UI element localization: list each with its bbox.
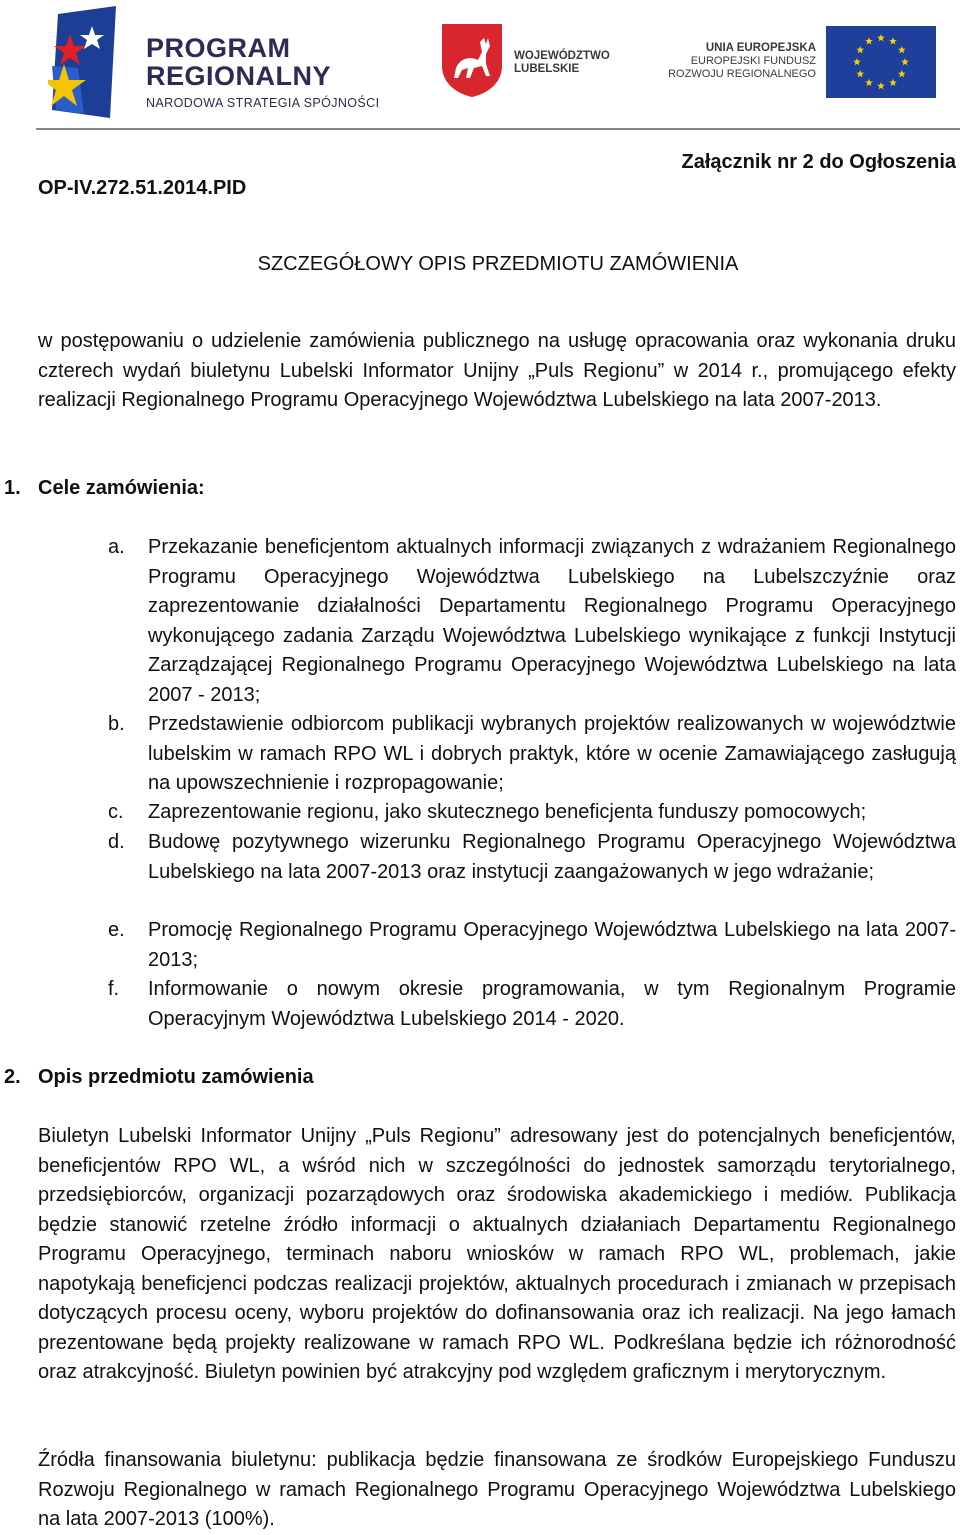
section-1-number: 1. [4,477,21,499]
coat-of-arms-icon [440,22,504,98]
list-item-letter: e. [108,919,125,941]
voivodeship-logo-line1: WOJEWÓDZTWO [514,50,610,62]
eu-logo-line3: ROZWOJU REGIONALNEGO [668,68,816,80]
intro-paragraph: w postępowaniu o udzielenie zamówienia publicznego na usługę opracowania oraz wykonania druku czterech wydań biuletynu Lubelski Informator Unijny „Puls Regionu” w 2014 r., promującego efekty realizacji Regionalnego Programu Operacyjnego Województwa Lubelskiego na lata 2007-2013. [38,330,956,411]
list-item: Budowę pozytywnego wizerunku Regionalnego Programu Operacyjnego Województwa Lubelskiego na lata 2007-2013 oraz instytucji zaangażowanych w jego wdrażanie; [148,831,956,883]
list-item: Zaprezentowanie regionu, jako skutecznego beneficjenta funduszy pomocowych; [148,801,867,823]
program-logo-line2: REGIONALNY [146,61,332,91]
star-flag-icon [48,6,148,118]
voivodeship-logo-line2: LUBELSKIE [514,63,580,75]
annex-label: Załącznik nr 2 do Ogłoszenia [681,151,956,173]
section-2-number: 2. [4,1066,21,1088]
list-item-letter: d. [108,831,125,853]
document-title: SZCZEGÓŁOWY OPIS PRZEDMIOTU ZAMÓWIENIA [257,253,739,275]
section-2-heading: Opis przedmiotu zamówienia [38,1066,314,1088]
reference-number: OP-IV.272.51.2014.PID [38,177,247,199]
list-item-letter: c. [108,801,124,823]
program-regionalny-logo [48,6,393,118]
list-item: Przedstawienie odbiorcom publikacji wybranych projektów realizowanych w województwie lubelskim w ramach RPO WL i dobrych praktyk, które w ocenie Zamawiającego zasługują na upowszechnienie i rozpropagowanie; [148,713,956,794]
eu-flag-icon [826,26,936,98]
eu-logo-line2: EUROPEJSKI FUNDUSZ [690,55,816,67]
list-item-letter: a. [108,536,125,558]
wojewodztwo-lubelskie-logo [440,22,620,102]
eu-logo-line1: UNIA EUROPEJSKA [705,42,816,54]
list-item-letter: f. [108,978,120,1000]
eu-fund-logo-text [658,42,816,81]
program-logo-line3: NARODOWA STRATEGIA SPÓJNOŚCI [146,96,380,110]
list-item: Przekazanie beneficjentom aktualnych informacji związanych z wdrażaniem Regionalnego Programu Operacyjnego Województwa Lubelskiego na Lubelszczyźnie oraz zaprezentowanie działalności Departamentu Regionalnego Programu Operacyjnego wykonującego zadania Zarządu Województwa Lubelskiego wynikające z funkcji Instytucji Zarządzającej Regionalnego Programu Operacyjnego Województwa Lubelskiego na lata 2007 - 2013; [148,536,956,706]
funding-paragraph: Źródła finansowania biuletynu: publikacja będzie finansowana ze środków Europejskiego Funduszu Rozwoju Regionalnego w ramach Regionalnego Programu Operacyjnego Województwa Lubelskiego na lata 2007-2013 (100%). [38,1449,956,1530]
list-item: Promocję Regionalnego Programu Operacyjnego Województwa Lubelskiego na lata 2007-2013; [148,919,956,971]
header-divider [36,128,960,130]
program-logo-line1: PROGRAM [146,33,291,63]
section-1-heading: Cele zamówienia: [38,477,205,499]
description-paragraph: Biuletyn Lubelski Informator Unijny „Puls Regionu” adresowany jest do potencjalnych beneficjentów, beneficjentów RPO WL, a wśród nich w szczególności do jednostek samorządu terytorialnego, przedsiębiorców, organizacji pozarządowych oraz środowiska akademickiego i mediów. Publikacja będzie stanowić rzetelne źródło informacji o aktualnych działaniach Departamentu Regionalnego Programu Operacyjnego, terminach naboru wniosków w ramach RPO WL, problemach, jakie napotykają beneficjenci podczas realizacji projektów, aktualnych procedurach i zmianach w przepisach dotyczących procesu oceny, wyboru projektów do dofinansowania oraz ich realizacji. Na jego łamach prezentowane będą projekty realizowane w ramach RPO WL. Podkreślana będzie ich różnorodność oraz atrakcyjność. Biuletyn powinien być atrakcyjny pod względem graficznym i merytorycznym. [38,1125,956,1383]
list-item-letter: b. [108,713,125,735]
list-item: Informowanie o nowym okresie programowania, w tym Regionalnym Programie Operacyjnym Województwa Lubelskiego 2014 - 2020. [148,978,956,1030]
